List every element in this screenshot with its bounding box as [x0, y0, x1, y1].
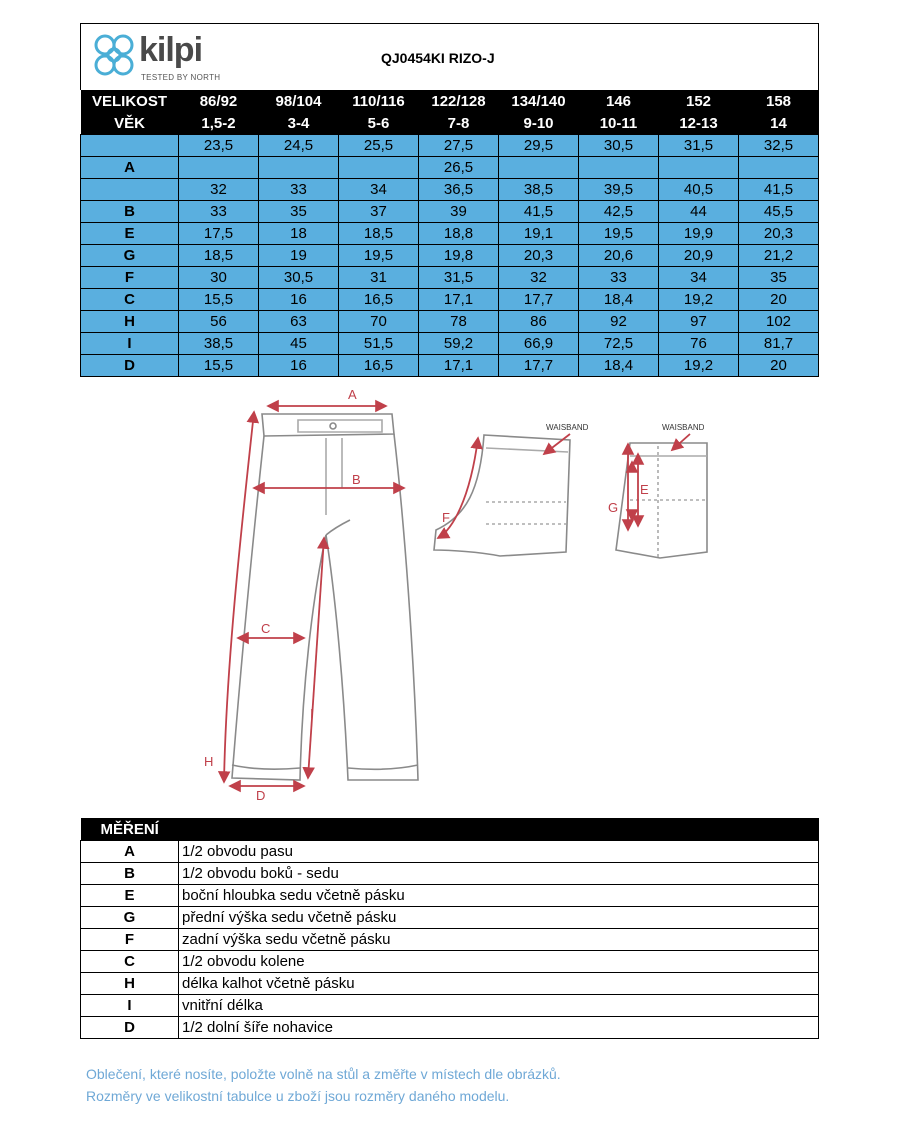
size-cell: 15,5: [179, 289, 259, 311]
size-cell: 18,4: [579, 355, 659, 377]
size-cell: 27,5: [419, 135, 499, 157]
size-chart: [80, 23, 819, 377]
size-cell: 78: [419, 311, 499, 333]
size-cell: 41,5: [739, 179, 819, 201]
size-cell: 31,5: [659, 135, 739, 157]
measurement-row: [81, 289, 819, 311]
size-cell: 26,5: [419, 157, 499, 179]
pants-back-piece-drawing: [434, 435, 570, 556]
size-header-row: [81, 90, 819, 112]
measurement-description: 1/2 obvodu kolene: [179, 951, 819, 973]
measurement-description: boční hloubka sedu včetně pásku: [179, 885, 819, 907]
size-cell: 102: [739, 311, 819, 333]
instruction-note-1: Oblečení, které nosíte, položte volně na stůl a změřte v místech dle obrázků.: [86, 1066, 561, 1082]
measurement-row: [81, 179, 819, 201]
size-cell: [339, 157, 419, 179]
label-h: H: [204, 754, 214, 769]
measurement-description: zadní výška sedu včetně pásku: [179, 929, 819, 951]
size-cell: 86/92: [179, 90, 259, 112]
size-cell: 20: [739, 355, 819, 377]
row-label: VELIKOST: [81, 90, 179, 112]
measurement-item: [81, 863, 819, 885]
row-label: I: [81, 333, 179, 355]
size-cell: 70: [339, 311, 419, 333]
size-cell: 98/104: [259, 90, 339, 112]
row-label: B: [81, 201, 179, 223]
size-cell: 20,6: [579, 245, 659, 267]
measurement-row: [81, 267, 819, 289]
pants-front-drawing: [232, 414, 418, 780]
size-cell: 18,4: [579, 289, 659, 311]
size-cell: 15,5: [179, 355, 259, 377]
measurement-item: [81, 929, 819, 951]
size-cell: 31,5: [419, 267, 499, 289]
size-cell: 17,7: [499, 355, 579, 377]
size-cell: 30,5: [579, 135, 659, 157]
size-cell: 16: [259, 289, 339, 311]
size-cell: 25,5: [339, 135, 419, 157]
measurement-title: MĚŘENÍ: [81, 818, 819, 841]
size-cell: 14: [739, 112, 819, 135]
size-cell: 40,5: [659, 179, 739, 201]
row-label: [81, 135, 179, 157]
label-f: F: [442, 510, 450, 525]
row-label: VĚK: [81, 112, 179, 135]
size-cell: 44: [659, 201, 739, 223]
size-cell: 30,5: [259, 267, 339, 289]
measurement-code: F: [81, 929, 179, 951]
measurement-row: [81, 355, 819, 377]
size-cell: 97: [659, 311, 739, 333]
row-label: E: [81, 223, 179, 245]
size-cell: 17,7: [499, 289, 579, 311]
size-cell: 18,8: [419, 223, 499, 245]
size-cell: 33: [579, 267, 659, 289]
measurement-code: C: [81, 951, 179, 973]
size-cell: 16: [259, 355, 339, 377]
label-c: C: [261, 621, 271, 636]
measurement-row: [81, 135, 819, 157]
size-cell: 7-8: [419, 112, 499, 135]
size-cell: 39: [419, 201, 499, 223]
size-cell: 86: [499, 311, 579, 333]
size-cell: 37: [339, 201, 419, 223]
size-cell: 20,3: [499, 245, 579, 267]
size-cell: [579, 157, 659, 179]
size-cell: 32: [499, 267, 579, 289]
measurement-item: [81, 1017, 819, 1039]
size-cell: 19: [259, 245, 339, 267]
size-cell: 19,8: [419, 245, 499, 267]
knot-icon: [89, 29, 139, 85]
size-cell: 72,5: [579, 333, 659, 355]
label-d: D: [256, 788, 266, 803]
measurement-description: vnitřní délka: [179, 995, 819, 1017]
measurement-description: 1/2 obvodu pasu: [179, 841, 819, 863]
waistband-label-side: WAISBAND: [662, 423, 705, 432]
measurement-row: [81, 157, 819, 179]
size-cell: 32,5: [739, 135, 819, 157]
row-label: A: [81, 157, 179, 179]
label-b: B: [352, 472, 361, 487]
size-cell: 5-6: [339, 112, 419, 135]
size-cell: [259, 157, 339, 179]
size-cell: 34: [339, 179, 419, 201]
model-title: QJ0454KI RIZO-J: [381, 50, 495, 66]
size-cell: [179, 157, 259, 179]
size-cell: 18,5: [339, 223, 419, 245]
size-cell: 35: [259, 201, 339, 223]
label-g: G: [608, 500, 619, 515]
measurement-table: [80, 818, 819, 1039]
measurement-header-row: [81, 818, 819, 841]
pants-side-piece-drawing: [616, 443, 707, 558]
instruction-note-2: Rozměry ve velikostní tabulce u zboží jsou rozměry daného modelu.: [86, 1088, 510, 1104]
size-cell: 20,3: [739, 223, 819, 245]
label-e: E: [640, 482, 649, 497]
size-cell: 45: [259, 333, 339, 355]
size-cell: 31: [339, 267, 419, 289]
size-cell: 17,1: [419, 289, 499, 311]
size-cell: 10-11: [579, 112, 659, 135]
size-cell: 20: [739, 289, 819, 311]
size-cell: 33: [259, 179, 339, 201]
size-cell: 158: [739, 90, 819, 112]
size-cell: 19,9: [659, 223, 739, 245]
measurement-code: A: [81, 841, 179, 863]
brand-tagline: TESTED BY NORTH: [141, 73, 221, 82]
measurement-code: E: [81, 885, 179, 907]
row-label: H: [81, 311, 179, 333]
measurement-description: 1/2 obvodu boků - sedu: [179, 863, 819, 885]
size-cell: [739, 157, 819, 179]
size-cell: 45,5: [739, 201, 819, 223]
measurement-row: [81, 311, 819, 333]
measurement-code: B: [81, 863, 179, 885]
size-cell: 17,1: [419, 355, 499, 377]
size-cell: 38,5: [179, 333, 259, 355]
row-label: F: [81, 267, 179, 289]
size-cell: 41,5: [499, 201, 579, 223]
size-cell: 21,2: [739, 245, 819, 267]
size-cell: 19,2: [659, 289, 739, 311]
measurement-code: I: [81, 995, 179, 1017]
measurement-row: [81, 201, 819, 223]
row-label: C: [81, 289, 179, 311]
measurement-row: [81, 333, 819, 355]
label-a: A: [348, 390, 357, 402]
size-cell: 16,5: [339, 355, 419, 377]
brand-header: [80, 23, 819, 90]
row-label: [81, 179, 179, 201]
measurement-item: [81, 973, 819, 995]
measurement-code: D: [81, 1017, 179, 1039]
size-cell: 146: [579, 90, 659, 112]
size-cell: 36,5: [419, 179, 499, 201]
size-cell: 16,5: [339, 289, 419, 311]
kilpi-logo: [89, 29, 239, 87]
size-cell: 39,5: [579, 179, 659, 201]
size-cell: 33: [179, 201, 259, 223]
size-cell: 30: [179, 267, 259, 289]
measurement-arrows: [224, 406, 690, 786]
measurement-item: [81, 951, 819, 973]
waistband-label-back: WAISBAND: [546, 423, 589, 432]
size-cell: 34: [659, 267, 739, 289]
size-cell: 63: [259, 311, 339, 333]
measurement-item: [81, 907, 819, 929]
size-cell: 42,5: [579, 201, 659, 223]
size-cell: 9-10: [499, 112, 579, 135]
size-cell: 110/116: [339, 90, 419, 112]
measurement-code: G: [81, 907, 179, 929]
size-cell: 23,5: [179, 135, 259, 157]
size-cell: 1,5-2: [179, 112, 259, 135]
size-cell: 20,9: [659, 245, 739, 267]
age-header-row: [81, 112, 819, 135]
size-table: [80, 90, 819, 377]
size-cell: 32: [179, 179, 259, 201]
size-cell: 81,7: [739, 333, 819, 355]
size-cell: 24,5: [259, 135, 339, 157]
size-cell: 17,5: [179, 223, 259, 245]
size-cell: 152: [659, 90, 739, 112]
measurement-row: [81, 245, 819, 267]
measurement-code: H: [81, 973, 179, 995]
pants-diagram: [0, 390, 901, 810]
row-label: G: [81, 245, 179, 267]
size-cell: 66,9: [499, 333, 579, 355]
size-cell: 51,5: [339, 333, 419, 355]
size-cell: 92: [579, 311, 659, 333]
measurement-item: [81, 995, 819, 1017]
measurement-description: 1/2 dolní šíře nohavice: [179, 1017, 819, 1039]
size-cell: 76: [659, 333, 739, 355]
measurement-description: přední výška sedu včetně pásku: [179, 907, 819, 929]
size-cell: 56: [179, 311, 259, 333]
brand-name: kilpi: [139, 31, 203, 69]
row-label: D: [81, 355, 179, 377]
size-cell: 38,5: [499, 179, 579, 201]
size-cell: 18,5: [179, 245, 259, 267]
size-cell: 19,2: [659, 355, 739, 377]
measurement-item: [81, 841, 819, 863]
label-i: I: [310, 706, 314, 721]
size-cell: 35: [739, 267, 819, 289]
size-cell: 19,5: [579, 223, 659, 245]
size-cell: 3-4: [259, 112, 339, 135]
size-cell: 29,5: [499, 135, 579, 157]
measurement-legend: [80, 818, 819, 1039]
measurement-row: [81, 223, 819, 245]
measurement-item: [81, 885, 819, 907]
size-cell: 19,5: [339, 245, 419, 267]
size-cell: 59,2: [419, 333, 499, 355]
size-cell: 19,1: [499, 223, 579, 245]
size-cell: 12-13: [659, 112, 739, 135]
size-cell: 134/140: [499, 90, 579, 112]
size-cell: [499, 157, 579, 179]
size-cell: [659, 157, 739, 179]
size-cell: 122/128: [419, 90, 499, 112]
measurement-description: délka kalhot včetně pásku: [179, 973, 819, 995]
size-cell: 18: [259, 223, 339, 245]
